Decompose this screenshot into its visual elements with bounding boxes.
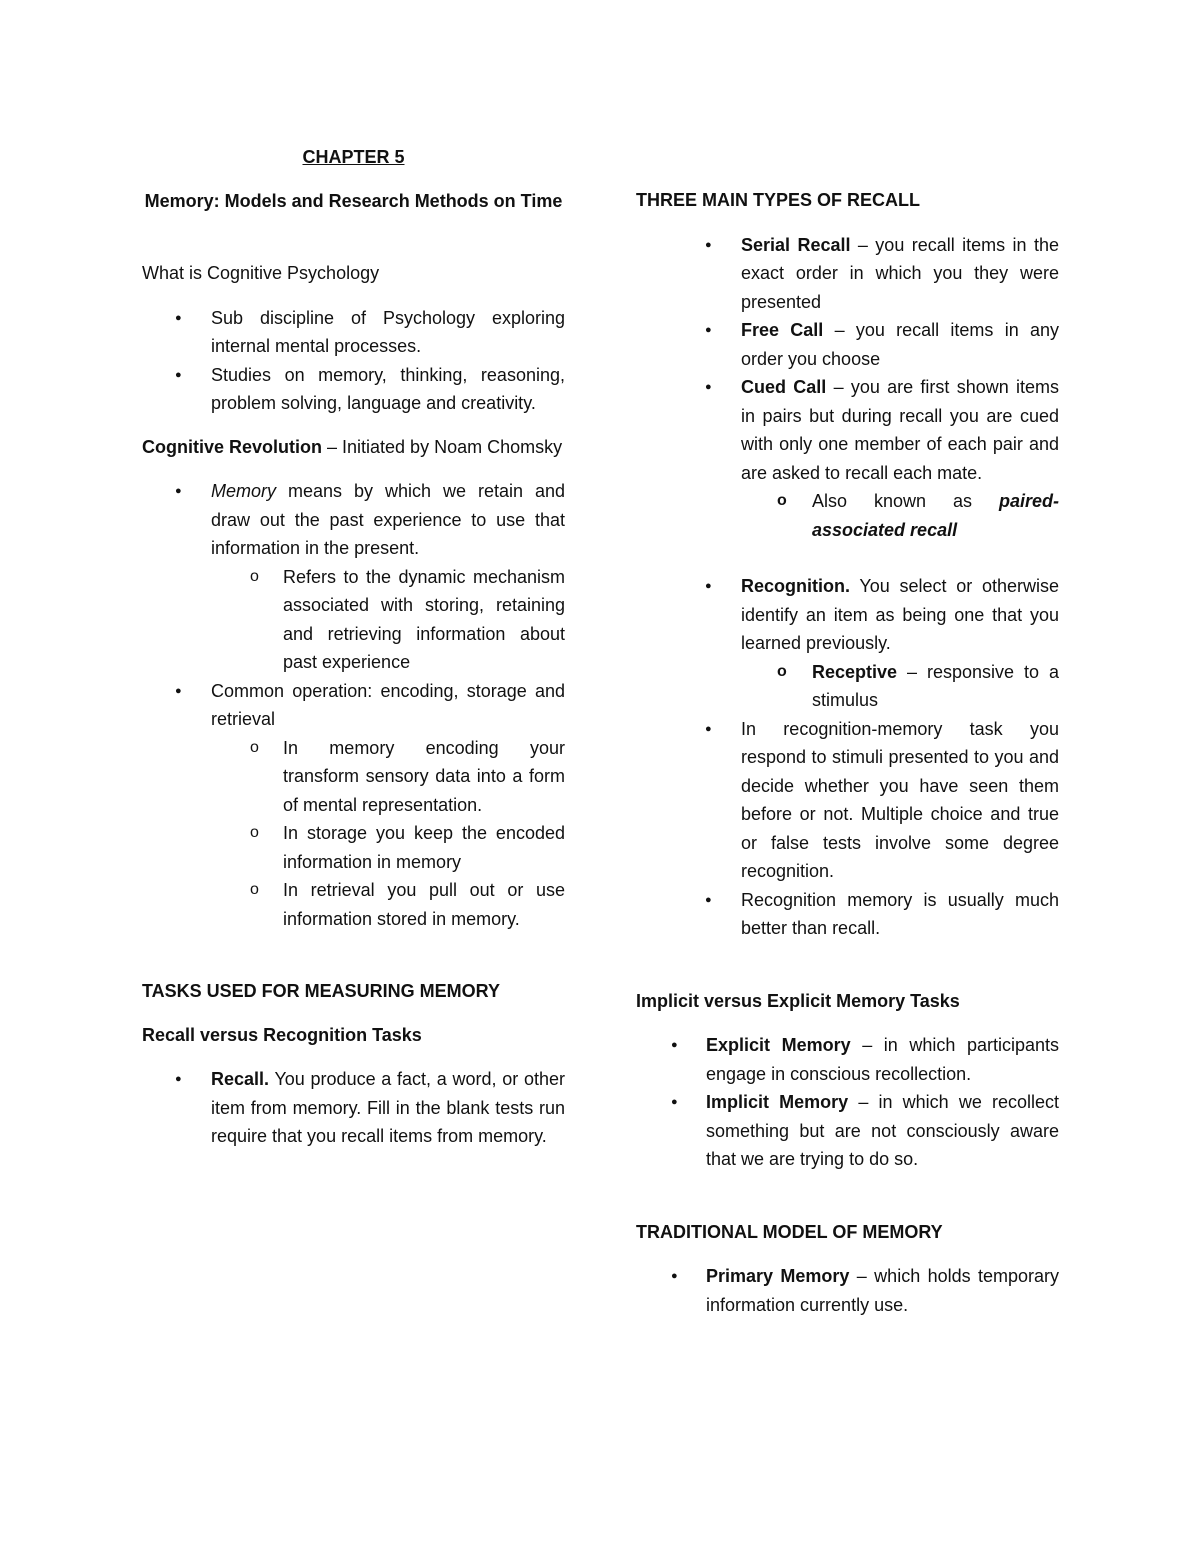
- list-item: [636, 316, 1059, 373]
- chapter-title: Memory: Models and Research Methods on Time: [144, 190, 563, 211]
- recognition-list: [636, 572, 1059, 943]
- traditional-model-heading: TRADITIONAL MODEL OF MEMORY: [636, 1221, 943, 1242]
- cognitive-psychology-heading: What is Cognitive Psychology: [142, 263, 380, 283]
- sub-list-item: o In storage you keep the encoded information in memory: [142, 819, 565, 876]
- term: Cognitive Revolution: [142, 436, 322, 457]
- recall-list: [142, 1065, 565, 1151]
- list-item: ● Common operation: encoding, storage and retrieval: [142, 677, 565, 734]
- definition: – in which participants engage in conscious recollection.: [706, 1035, 1060, 1084]
- term: Recognition.: [741, 576, 850, 596]
- definition: – you recall items in any order you choose: [741, 320, 1059, 369]
- term: Free Call: [741, 320, 824, 340]
- list-item: ● Studies on memory, thinking, reasoning, problem solving, language and creativity.: [142, 361, 565, 418]
- term: Receptive: [812, 661, 898, 682]
- definition: – Initiated by Noam Chomsky: [322, 436, 563, 457]
- chapter-label: CHAPTER 5: [302, 147, 405, 167]
- cognitive-psychology-list: [142, 304, 565, 418]
- left-column: [142, 143, 565, 1151]
- prefix: Also known as: [812, 491, 999, 511]
- implicit-explicit-heading: Implicit versus Explicit Memory Tasks: [636, 990, 960, 1011]
- cognitive-revolution-paragraph: [142, 433, 565, 462]
- term: Implicit Memory: [706, 1092, 849, 1112]
- term: Cued Call: [741, 377, 827, 397]
- definition: You select or otherwise identify an item as being one that you learned previously.: [741, 576, 1059, 653]
- term: Serial Recall: [741, 234, 851, 255]
- definition: – which holds temporary information currently use.: [706, 1266, 1059, 1315]
- definition: – you recall items in the exact order in which you they were presented: [741, 234, 1059, 312]
- list-item: ● Sub discipline of Psychology exploring internal mental processes.: [142, 304, 565, 361]
- list-item: [142, 1065, 565, 1151]
- term: Primary Memory: [706, 1266, 850, 1286]
- definition: – you are first shown items in pairs but during recall you are cued with only one member of each pair and are asked to recall each mate.: [741, 377, 1060, 483]
- tasks-heading: TASKS USED FOR MEASURING MEMORY: [142, 981, 501, 1001]
- sub-list-item: o In memory encoding your transform sensory data into a form of mental representation.: [142, 734, 565, 820]
- recall-vs-recognition-heading: Recall versus Recognition Tasks: [142, 1024, 422, 1045]
- traditional-model-list: [636, 1262, 1059, 1319]
- sub-list-item: [636, 487, 1059, 544]
- definition: – responsive to a stimulus: [812, 661, 1059, 710]
- sub-list-item: o In retrieval you pull out or use information stored in memory.: [142, 876, 565, 933]
- list-item: [636, 373, 1059, 487]
- list-item: [636, 1262, 1059, 1319]
- definition: means by which we retain and draw out the past experience to use that information in the present.: [211, 481, 565, 558]
- right-column: [636, 186, 1059, 1319]
- sub-list-item: [636, 658, 1059, 715]
- list-item: [636, 1088, 1059, 1174]
- list-item: [636, 572, 1059, 658]
- list-item: [142, 477, 565, 563]
- implicit-explicit-list: [636, 1031, 1059, 1174]
- emphasis: paired-associated recall: [812, 491, 1059, 540]
- list-item: [636, 1031, 1059, 1088]
- list-item: ● In recognition-memory task you respond to stimuli presented to you and decide whether you have seen them before or not. Multiple choice and true or false tests involve some degree recognition.: [636, 715, 1059, 886]
- recall-types-list: [636, 231, 1059, 545]
- list-item: ● Recognition memory is usually much better than recall.: [636, 886, 1059, 943]
- list-item: [636, 231, 1059, 317]
- term: Memory: [211, 481, 277, 501]
- term: Explicit Memory: [706, 1035, 851, 1055]
- memory-list: [142, 477, 565, 933]
- definition: – in which we recollect something but are not consciously aware that we are trying to do so.: [706, 1092, 1059, 1169]
- definition: You produce a fact, a word, or other item from memory. Fill in the blank tests run require that you recall items from memory.: [211, 1069, 565, 1146]
- term: Recall.: [211, 1069, 270, 1089]
- recall-types-heading: THREE MAIN TYPES OF RECALL: [636, 190, 921, 210]
- sub-list-item: o Refers to the dynamic mechanism associated with storing, retaining and retrieving information about past experience: [142, 563, 565, 677]
